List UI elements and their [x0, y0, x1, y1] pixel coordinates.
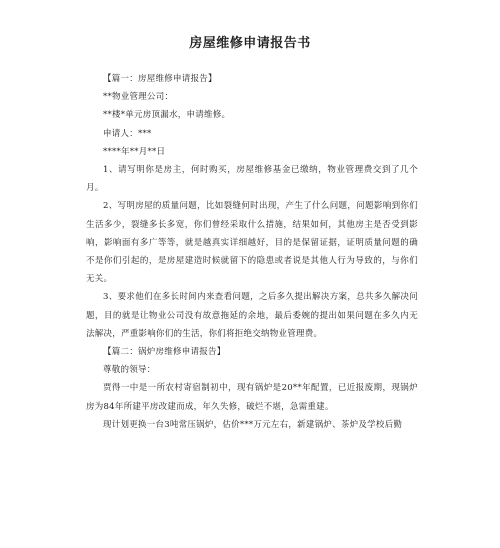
date-line: ****年**月**日	[103, 146, 166, 157]
addressee-line: **物业管理公司：	[103, 92, 174, 103]
point-3-paragraph: 3、要求他们在多长时间内来查看问题，之后多久提出解决方案，总共多久解决问题，目的就是让物业公司没有故意拖延的余地，最后委婉的提出如果问题在多久内无法解决，严重影响你们的生活，你们将拒绝交纳物业管理费。	[86, 292, 418, 339]
plan-paragraph: 现计划更换一台3吨常压锅炉，估价***万元左右，新建锅炉、茶炉及学校后勤	[103, 419, 403, 430]
section-heading-2: 【篇二：锅炉房维修申请报告】	[103, 347, 226, 358]
request-line: **楼*单元房顶漏水，申请维修。	[103, 110, 231, 121]
salutation-line: 尊敬的领导：	[103, 365, 156, 376]
document-body	[86, 70, 418, 434]
document-title: 房屋维修申请报告书	[189, 36, 311, 51]
point-2-paragraph: 2、写明房屋的质量问题，比如裂缝何时出现，产生了什么问题，问题影响到你们生活多少，裂缝多长多宽，你们曾经采取什么措施，结果如何，其他房主是否受到影响，影响面有多广等等，就是越真实详细越好，目的是保留证据，证明质量问题的确不是你们引起的，是房屋建造时候就留下的隐患或者说是其他人行为导致的，与你们无关。	[86, 201, 418, 285]
section-heading-1: 【篇一：房屋维修申请报告】	[103, 74, 217, 84]
school-description-paragraph: 贾得一中是一所农村寄宿制初中，现有锅炉是20**年配置，已近报废期，现锅炉房为84年所建平房改建而成，年久失修，破烂不堪，急需重建。	[86, 383, 418, 412]
applicant-line: 申请人：***	[103, 128, 152, 139]
point-1-paragraph: 1、请写明你是房主，何时购买，房屋维修基金已缴纳，物业管理费交到了几个月。	[86, 165, 418, 194]
